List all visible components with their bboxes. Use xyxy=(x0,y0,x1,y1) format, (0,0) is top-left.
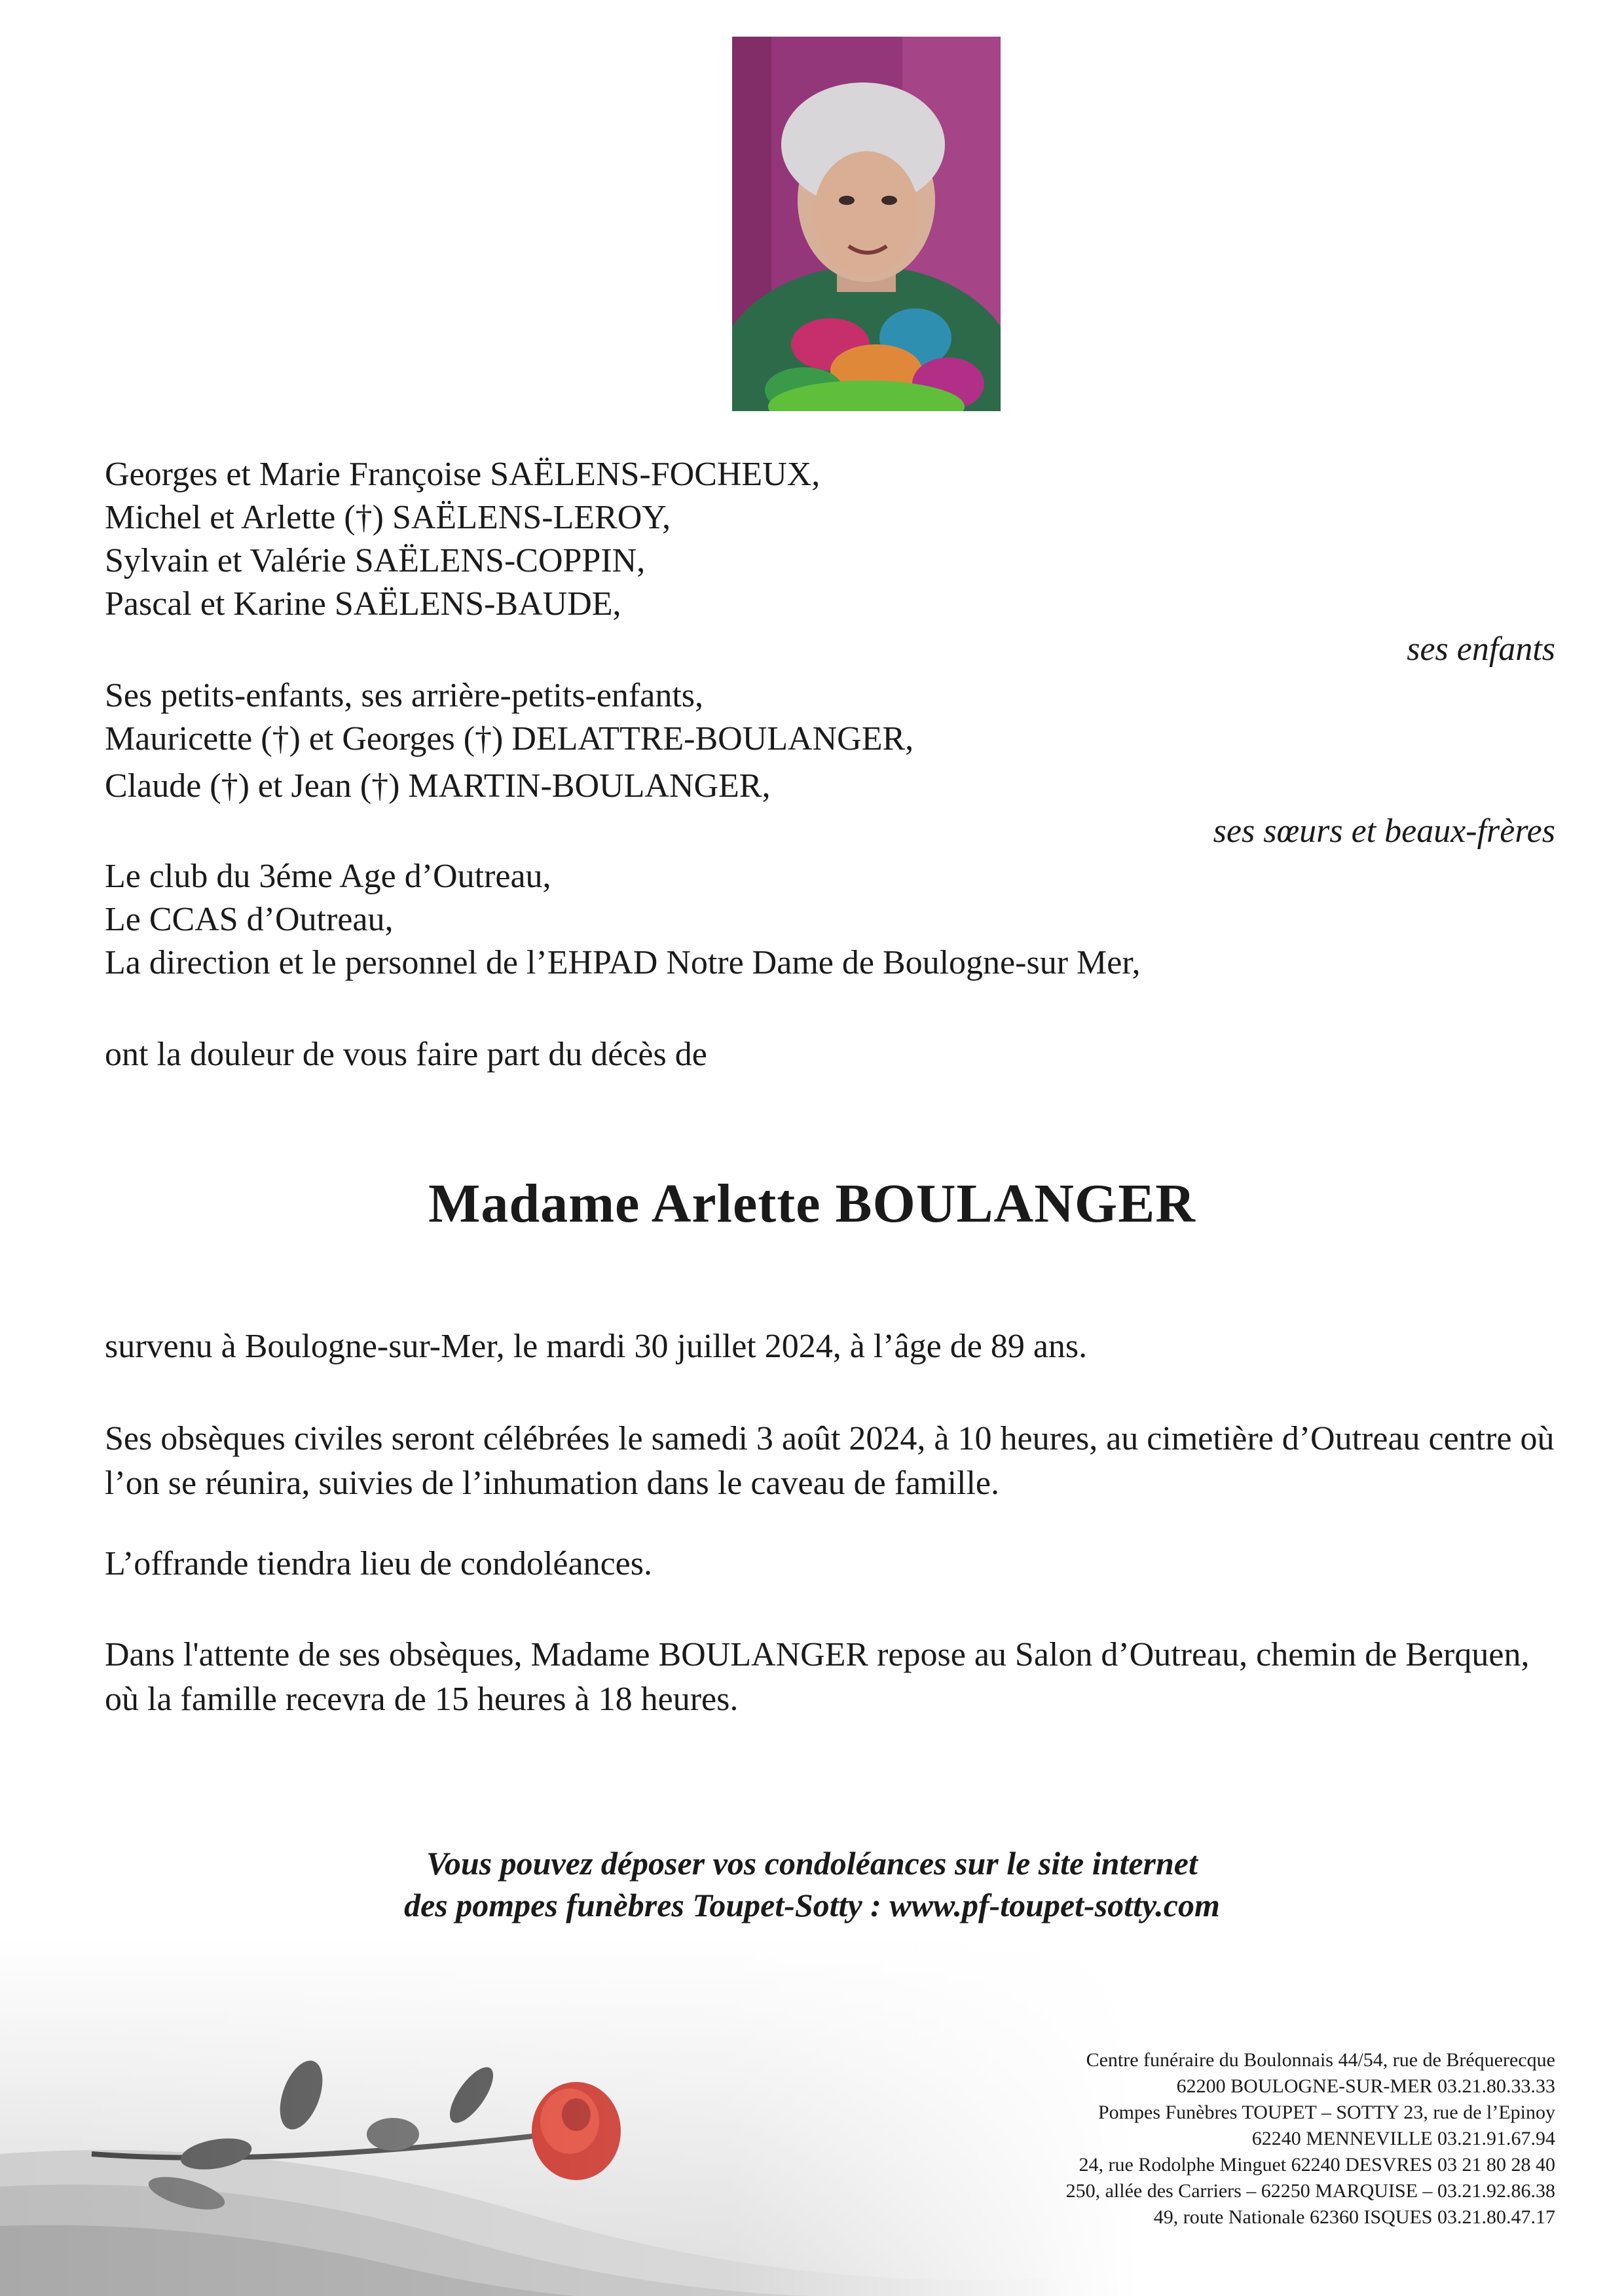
siblings-label: ses sœurs et beaux-frères xyxy=(1213,812,1555,850)
family-line: Sylvain et Valérie SAËLENS-COPPIN, xyxy=(105,542,646,579)
family-line: Ses petits-enfants, ses arrière-petits-enfants, xyxy=(105,677,704,714)
condolences-line: Vous pouvez déposer vos condoléances sur le site internet xyxy=(426,1845,1198,1882)
announce-text: ont la douleur de vous faire part du décès de xyxy=(105,1036,707,1073)
address-line: 250, allée des Carriers – 62250 MARQUISE – 03.21.92.86.38 xyxy=(1065,2180,1555,2202)
family-line: Pascal et Karine SAËLENS-BAUDE, xyxy=(105,585,621,623)
address-line: 24, rue Rodolphe Minguet 62240 DESVRES 03 21 80 28 40 xyxy=(1079,2154,1555,2176)
address-line: 62200 BOULOGNE-SUR-MER 03.21.80.33.33 xyxy=(1176,2075,1555,2097)
portrait-photo-icon xyxy=(732,37,1001,411)
funeral-text: Ses obsèques civiles seront célébrées le samedi 3 août 2024, à 10 heures, au cimetière d’Outreau centre où l’on se réunira, suivies de l’inhumation dans le caveau de famille. xyxy=(105,1420,1555,1502)
family-line: Claude (†) et Jean (†) MARTIN-BOULANGER, xyxy=(105,767,771,805)
address-line: 62240 MENNEVILLE 03.21.91.67.94 xyxy=(1251,2128,1555,2149)
family-line: La direction et le personnel de l’EHPAD Notre Dame de Boulogne-sur Mer, xyxy=(105,944,1141,981)
family-line: Georges et Marie Françoise SAËLENS-FOCHEUX, xyxy=(105,456,821,493)
address-line: 49, route Nationale 62360 ISQUES 03.21.80.47.17 xyxy=(1153,2206,1555,2228)
rest-text: Dans l'attente de ses obsèques, Madame BOULANGER repose au Salon d’Outreau, chemin de Berquen, où la famille recevra de 15 heures à 18 heures. xyxy=(105,1636,1530,1718)
condolences-line: des pompes funèbres Toupet-Sotty : www.pf-toupet-sotty.com xyxy=(404,1887,1220,1923)
offering-text: L’offrande tiendra lieu de condoléances. xyxy=(105,1545,652,1582)
family-line: Mauricette (†) et Georges (†) DELATTRE-BOULANGER, xyxy=(105,720,914,757)
family-line: Michel et Arlette (†) SAËLENS-LEROY, xyxy=(105,499,671,536)
family-line: Le club du 3éme Age d’Outreau, xyxy=(105,858,551,895)
funeral-home-addresses xyxy=(1066,2047,1555,2231)
address-line: Centre funéraire du Boulonnais 44/54, rue de Bréquerecque xyxy=(1086,2049,1555,2071)
deceased-name: Madame Arlette BOULANGER xyxy=(428,1173,1196,1234)
death-info: survenu à Boulogne-sur-Mer, le mardi 30 juillet 2024, à l’âge de 89 ans. xyxy=(105,1328,1088,1365)
address-line: Pompes Funèbres TOUPET – SOTTY 23, rue de l’Epinoy xyxy=(1098,2102,1555,2123)
family-line: Le CCAS d’Outreau, xyxy=(105,901,394,938)
portrait-photo xyxy=(732,37,1001,411)
children-label: ses enfants xyxy=(1407,630,1555,668)
